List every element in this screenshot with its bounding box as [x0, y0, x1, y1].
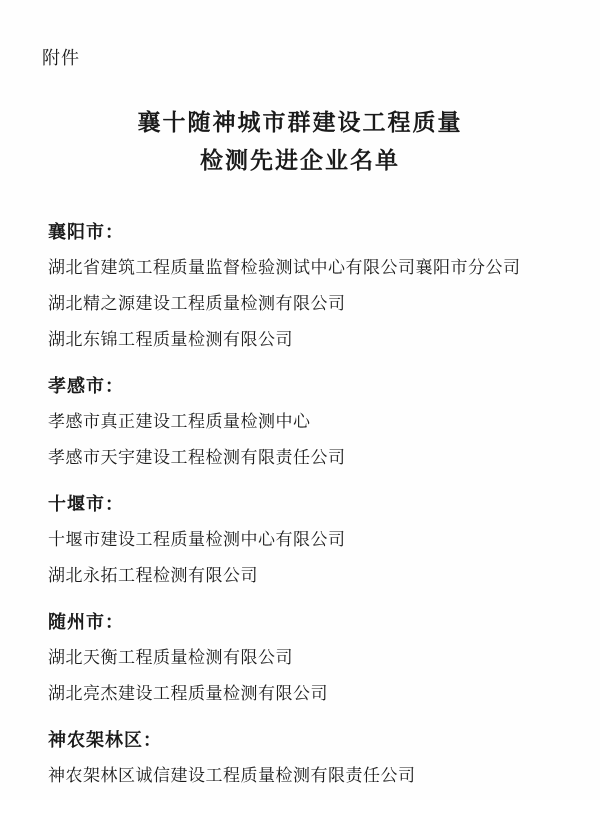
- list-item: 孝感市天宇建设工程检测有限责任公司: [48, 448, 346, 467]
- section-heading: 襄阳市：: [48, 221, 124, 242]
- section-xiangyang: [42, 208, 558, 358]
- list-item: 湖北永拓工程检测有限公司: [48, 566, 258, 586]
- list-item: 湖北省建筑工程质量监督检验测试中心有限公司襄阳市分公司: [48, 257, 521, 277]
- list-item: 湖北亮杰建设工程质量检测有限公司: [48, 684, 328, 704]
- list-item: 湖北东锦工程质量检测有限公司: [48, 329, 293, 349]
- section-suizhou: [42, 598, 558, 712]
- section-heading: 十堰市：: [48, 494, 124, 515]
- list-item: 十堰市建设工程质量检测中心有限公司: [48, 530, 346, 550]
- section-heading: 孝感市：: [48, 375, 124, 396]
- list-item: 湖北精之源建设工程质量检测有限公司: [48, 293, 346, 313]
- section-xiaogan: [42, 362, 558, 476]
- section-shennongjia: [42, 716, 558, 794]
- page-title: [99, 104, 501, 180]
- list-item: 湖北天衡工程质量检测有限公司: [48, 648, 293, 668]
- page-title-line-1: 襄十随神城市群建设工程质量: [137, 110, 463, 135]
- section-heading: 随州市：: [48, 612, 124, 633]
- list-item: 神农架林区诚信建设工程质量检测有限责任公司: [48, 766, 416, 786]
- section-shiyan: [42, 480, 558, 594]
- attachment-label: 附件: [42, 48, 80, 68]
- page-title-line-2: 检测先进企业名单: [200, 147, 400, 173]
- section-heading: 神农架林区：: [48, 730, 162, 751]
- page-bottom-spacer: [42, 798, 558, 838]
- list-item: 孝感市真正建设工程质量检测中心: [48, 411, 311, 431]
